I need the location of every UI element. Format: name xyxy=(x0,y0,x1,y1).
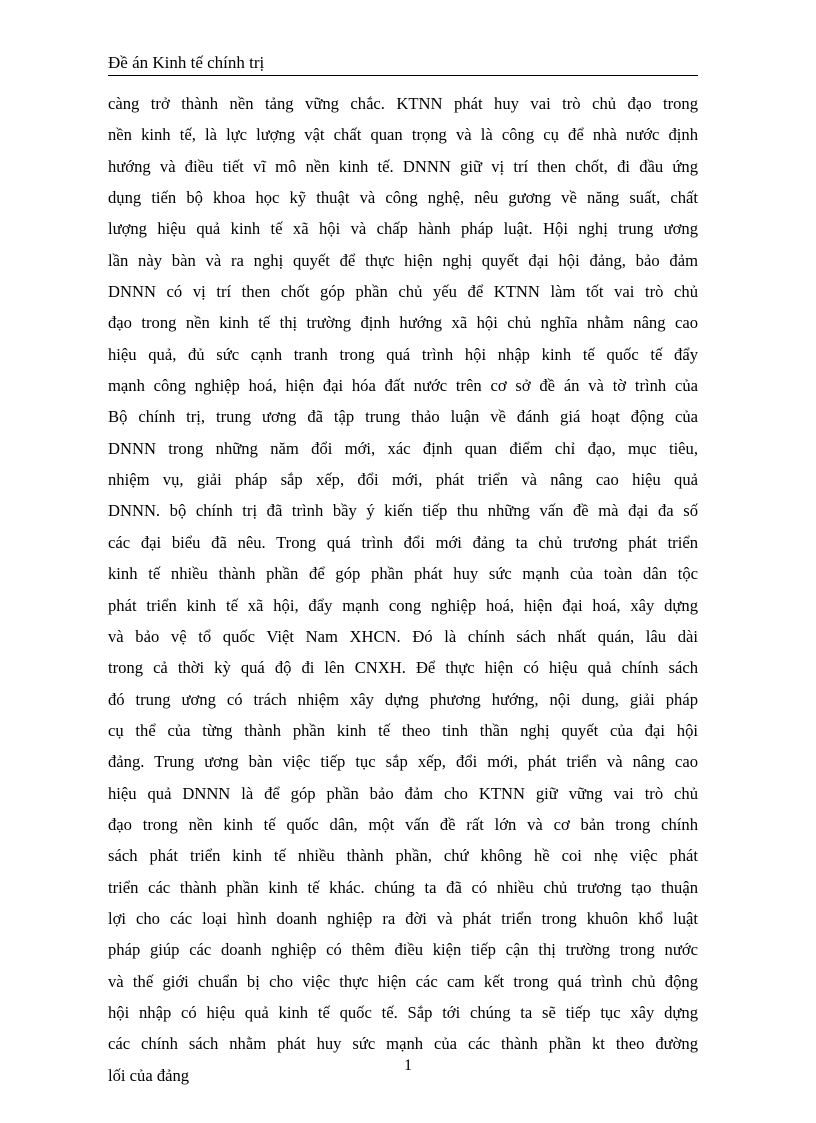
text-line: nền kinh tế, là lực lượng vật chất quan trọng và là công cụ để nhà nước định xyxy=(108,125,698,145)
text-line: đảng. Trung ương bàn việc tiếp tục sắp xếp, đổi mới, phát triển và nâng cao xyxy=(108,752,698,772)
text-line: đạo trong nền kinh tế quốc dân, một vấn đề rất lớn và cơ bản trong chính xyxy=(108,814,698,834)
text-line: trong cả thời kỳ quá độ đi lên CNXH. Để thực hiện có hiệu quả chính sách xyxy=(108,658,698,678)
text-line: kinh tế nhiều thành phần để góp phần phát huy sức mạnh của toàn dân tộc xyxy=(108,564,698,584)
text-line: đạo trong nền kinh tế thị trường định hướng xã hội chủ nghĩa nhằm nâng cao xyxy=(108,313,698,333)
page-number: 1 xyxy=(404,1057,412,1074)
text-line: các chính sách nhằm phát huy sức mạnh của các thành phần kt theo đường xyxy=(108,1034,698,1054)
text-line: nhiệm vụ, giải pháp sắp xếp, đổi mới, phát triển và nâng cao hiệu quả xyxy=(108,470,698,490)
text-line: lợi cho các loại hình doanh nghiệp ra đời và phát triển trong khuôn khổ luật xyxy=(108,908,698,928)
document-title: Đề án Kinh tế chính trị xyxy=(108,53,265,72)
text-line: lối của đảng xyxy=(108,1065,190,1085)
text-line: DNNN có vị trí then chốt góp phần chủ yếu để KTNN làm tốt vai trò chủ xyxy=(108,282,698,302)
text-line: càng trở thành nền tảng vững chắc. KTNN phát huy vai trò chủ đạo trong xyxy=(108,94,698,113)
text-line: DNNN trong những năm đổi mới, xác định quan điểm chỉ đạo, mục tiêu, xyxy=(108,438,698,458)
text-line: phát triển kinh tế xã hội, đẩy mạnh cong nghiệp hoá, hiện đại hoá, xây dựng xyxy=(108,595,698,615)
text-line: dụng tiến bộ khoa học kỹ thuật và công nghệ, nêu gương về năng suất, chất xyxy=(108,188,698,208)
text-line: lượng hiệu quả kinh tế xã hội và chấp hành pháp luật. Hội nghị trung ương xyxy=(108,219,698,239)
text-line: mạnh công nghiệp hoá, hiện đại hóa đất nước trên cơ sở đề án và tờ trình của xyxy=(108,376,698,396)
text-line: và bảo vệ tổ quốc Việt Nam XHCN. Đó là chính sách nhất quán, lâu dài xyxy=(108,626,698,646)
page-header xyxy=(108,50,698,76)
text-line: Bộ chính trị, trung ương đã tập trung thảo luận về đánh giá hoạt động của xyxy=(108,407,698,427)
text-line: lần này bàn và ra nghị quyết để thực hiện nghị quyết đại hội đảng, bảo đảm xyxy=(108,250,698,270)
text-line: hội nhập có hiệu quả kinh tế quốc tế. Sắp tới chúng ta sẽ tiếp tục xây dựng xyxy=(108,1002,698,1022)
text-line: pháp giúp các doanh nghiệp có thêm điều kiện tiếp cận thị trường trong nước xyxy=(108,940,698,960)
body-text xyxy=(108,88,698,1091)
text-line: cụ thể của từng thành phần kinh tế theo tinh thần nghị quyết của đại hội xyxy=(108,720,698,740)
text-line: hướng và điều tiết vĩ mô nền kinh tế. DNNN giữ vị trí then chốt, đi đầu ứng xyxy=(108,156,698,176)
text-line: đó trung ương có trách nhiệm xây dựng phương hướng, nội dung, giải pháp xyxy=(108,689,698,709)
text-line: hiệu quả DNNN là để góp phần bảo đảm cho KTNN giữ vững vai trò chủ xyxy=(108,783,698,803)
text-line: DNNN. bộ chính trị đã trình bầy ý kiến tiếp thu những vấn đề mà đại đa số xyxy=(108,501,698,521)
text-line: triển các thành phần kinh tế khác. chúng ta đã có nhiều chủ trương tạo thuận xyxy=(108,877,698,897)
text-line: sách phát triển kinh tế nhiều thành phần, chứ không hề coi nhẹ việc phát xyxy=(108,846,698,866)
text-line: hiệu quả, đủ sức cạnh tranh trong quá trình hội nhập kinh tế quốc tế đẩy xyxy=(108,344,698,364)
text-line: và thế giới chuẩn bị cho việc thực hiện các cam kết trong quá trình chủ động xyxy=(108,971,698,991)
text-line: các đại biểu đã nêu. Trong quá trình đổi mới đảng ta chủ trương phát triển xyxy=(108,532,698,552)
